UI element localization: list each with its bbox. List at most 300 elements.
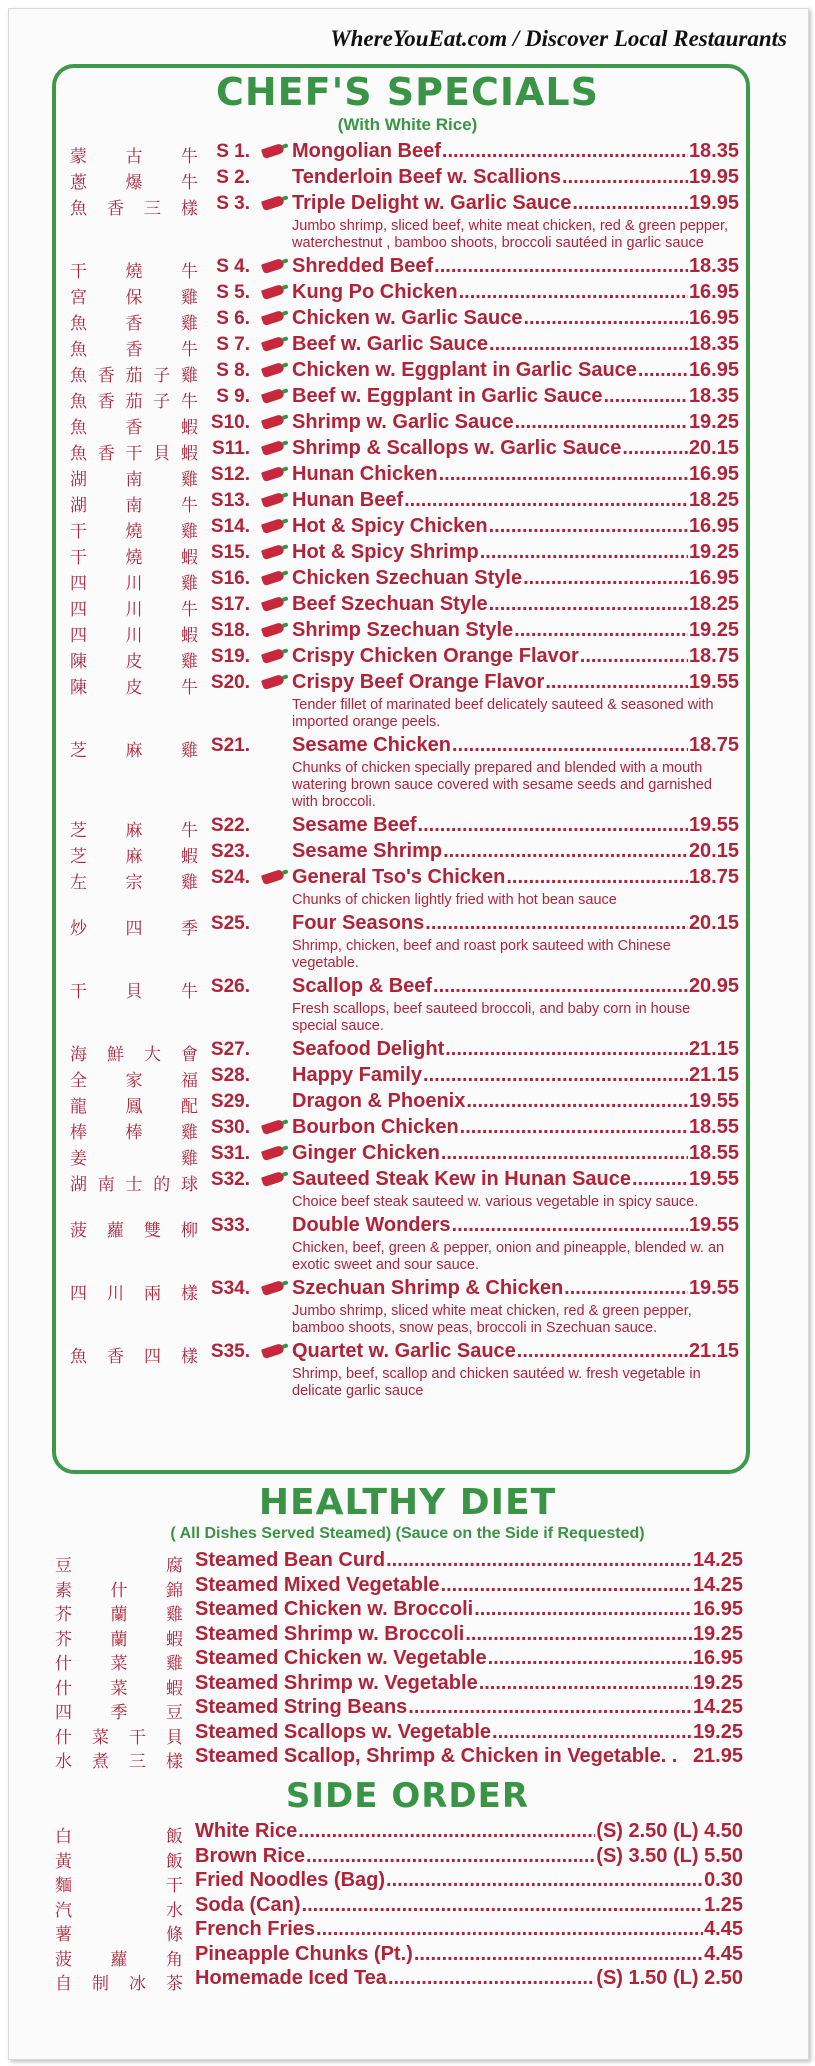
- dish-name-line[interactable]: [195, 1745, 743, 1768]
- item-code: S26.: [210, 976, 250, 997]
- dot-leader: [622, 437, 688, 460]
- dish-price: 1.25: [704, 1893, 743, 1916]
- dish-name: Seafood Delight: [292, 1038, 445, 1060]
- menu-item: [0, 1038, 815, 1064]
- hot-pepper-icon: [261, 544, 285, 560]
- item-code: S 8.: [216, 360, 250, 381]
- dish-name: Pineapple Chunks (Pt.): [195, 1942, 413, 1965]
- menu-item-row: [0, 975, 815, 1001]
- menu-item-row: [0, 385, 815, 411]
- item-code: S30.: [210, 1117, 250, 1138]
- dish-name-line[interactable]: [195, 1574, 743, 1597]
- dish-price: 21.15: [688, 1340, 739, 1362]
- dot-leader: [523, 307, 687, 330]
- menu-item-row: [0, 1943, 815, 1968]
- chinese-name: 棒 棒 雞: [70, 1123, 198, 1143]
- hot-pepper-icon: [261, 143, 285, 159]
- chinese-name: 四 川 牛: [70, 600, 198, 620]
- dish-price: 16.95: [688, 359, 739, 381]
- dish-name-line[interactable]: [195, 1696, 743, 1719]
- dish-name-line[interactable]: [292, 567, 739, 590]
- dot-leader: [414, 1943, 703, 1966]
- chinese-name: 菠 蘿 雙 柳: [70, 1221, 198, 1241]
- menu-item-row: [0, 192, 815, 218]
- dot-leader: [433, 975, 688, 998]
- hot-pepper-icon: [261, 414, 285, 430]
- hot-pepper-icon: [261, 195, 285, 211]
- chefs-specials-title: CHEF'S SPECIALS: [215, 70, 600, 114]
- chefs-specials-subtitle: (With White Rice): [337, 115, 478, 134]
- menu-item-row: [0, 734, 815, 760]
- dish-name: Shrimp Szechuan Style: [292, 619, 514, 641]
- dish-name-line[interactable]: [195, 1549, 743, 1572]
- dish-name: Dragon & Phoenix: [292, 1090, 466, 1112]
- dish-price: 18.25: [688, 489, 739, 511]
- dish-price: 16.95: [688, 515, 739, 537]
- chefs-specials-list: [0, 140, 815, 1403]
- chinese-name: 麵 干: [55, 1876, 183, 1896]
- dish-price: 21.15: [688, 1038, 739, 1060]
- menu-item-row: [0, 1142, 815, 1168]
- dish-price: 19.95: [688, 192, 739, 214]
- dish-name: Mongolian Beef: [292, 140, 441, 162]
- dish-name: Ginger Chicken: [292, 1142, 440, 1164]
- hot-pepper-icon: [261, 284, 285, 300]
- menu-item-row: [0, 281, 815, 307]
- dish-name: Crispy Chicken Orange Flavor: [292, 645, 579, 667]
- dish-name-line[interactable]: [292, 671, 739, 694]
- dish-price: 18.75: [688, 866, 739, 888]
- item-code: S12.: [210, 464, 250, 485]
- dot-leader: [442, 140, 688, 163]
- chinese-name: 菠 蘿 角: [55, 1949, 183, 1970]
- dish-name-line[interactable]: [292, 385, 739, 408]
- chinese-name: 魚 香 干 貝 蝦: [70, 444, 198, 464]
- item-code: S25.: [210, 913, 250, 934]
- menu-item-row: [0, 1277, 815, 1303]
- healthy-diet-list: [0, 1549, 815, 1770]
- chinese-name: 魚 香 雞: [70, 314, 198, 334]
- dish-price: 18.55: [688, 1116, 739, 1138]
- menu-item-row: [0, 645, 815, 671]
- dish-name: Brown Rice: [195, 1844, 306, 1867]
- item-code: S 2.: [216, 167, 250, 188]
- hot-pepper-icon: [261, 570, 285, 586]
- dot-leader: [465, 1623, 692, 1646]
- dish-name-line[interactable]: [195, 1647, 743, 1670]
- dish-price: 16.95: [692, 1598, 743, 1620]
- dot-leader: [572, 192, 688, 215]
- dish-price: 19.55: [688, 1168, 739, 1190]
- dish-price: 14.25: [692, 1696, 743, 1718]
- dish-name-line[interactable]: [292, 437, 739, 460]
- chinese-name: 干 燒 蝦: [70, 548, 198, 568]
- dish-name: Beef w. Eggplant in Garlic Sauce: [292, 385, 603, 407]
- dot-leader: [443, 840, 688, 863]
- dot-leader: [425, 912, 688, 935]
- dish-name: Steamed String Beans: [195, 1696, 408, 1718]
- dish-name-line[interactable]: [292, 814, 739, 837]
- menu-item: [0, 1340, 815, 1403]
- chinese-name: 四 季 豆: [55, 1703, 183, 1723]
- dish-name-line[interactable]: [292, 840, 739, 863]
- menu-item-row: [0, 140, 815, 166]
- dish-name-line[interactable]: [195, 1894, 743, 1917]
- hot-pepper-icon: [261, 622, 285, 638]
- dish-name: Steamed Shrimp w. Vegetable: [195, 1671, 478, 1694]
- dish-price: 19.55: [688, 1214, 739, 1236]
- menu-item-row: [0, 489, 815, 515]
- dish-name: Chicken w. Eggplant in Garlic Sauce: [292, 359, 637, 381]
- chinese-name: 魚 香 三 樣: [70, 199, 198, 219]
- chinese-name: 豆 腐: [55, 1556, 183, 1576]
- dish-name-line[interactable]: [292, 463, 739, 486]
- chinese-name: 海 鮮 大 會: [70, 1045, 198, 1065]
- item-code: S 4.: [216, 256, 250, 277]
- menu-item: [0, 333, 815, 359]
- dish-name-line[interactable]: [292, 619, 739, 642]
- dot-leader: [479, 1672, 692, 1695]
- menu-item-row: [0, 1918, 815, 1943]
- menu-item-row: [0, 307, 815, 333]
- chinese-name: 干 貝 牛: [70, 982, 198, 1002]
- menu-item: [0, 1064, 815, 1090]
- item-description: Jumbo shrimp, sliced beef, white meat chicken, red & green pepper, waterchestnut , bamboo shoots, broccoli sautéed in garlic sauce: [292, 218, 729, 251]
- dish-name-line[interactable]: [292, 1090, 739, 1113]
- dish-name: General Tso's Chicken: [292, 866, 506, 888]
- dish-name: Steamed Chicken w. Broccoli: [195, 1598, 474, 1620]
- dish-name-line[interactable]: [292, 1116, 739, 1139]
- dish-price: 0.30: [704, 1869, 743, 1891]
- dish-price: 16.95: [688, 281, 739, 303]
- healthy-diet-subtitle: ( All Dishes Served Steamed) (Sauce on the Side if Requested): [170, 1525, 645, 1542]
- dish-name: Sesame Shrimp: [292, 840, 443, 862]
- dot-leader: [386, 1869, 703, 1892]
- dot-leader: [489, 593, 688, 616]
- item-description: Shrimp, beef, scallop and chicken sautéed w. fresh vegetable in delicate garlic sauce: [292, 1366, 701, 1399]
- dish-price: 18.55: [688, 1142, 739, 1164]
- dish-name: Steamed Shrimp w. Broccoli: [195, 1622, 465, 1645]
- chinese-name: 龍 鳳 配: [70, 1097, 198, 1117]
- dot-leader: [441, 1574, 692, 1597]
- dish-price: 21.95: [692, 1745, 743, 1767]
- menu-item: [0, 1277, 815, 1340]
- dish-name: Happy Family: [292, 1064, 423, 1086]
- dish-name: Four Seasons: [292, 912, 425, 934]
- site-banner[interactable]: WhereYouEat.com / Discover Local Restaurants: [330, 26, 787, 51]
- item-code: S 9.: [216, 386, 250, 407]
- dish-price: (S) 2.50 (L) 4.50: [596, 1820, 743, 1842]
- chinese-name: 魚 香 茄 子 雞: [70, 366, 198, 386]
- menu-item-row: [0, 671, 815, 697]
- dish-name-line[interactable]: [292, 866, 739, 889]
- item-code: S14.: [210, 516, 250, 537]
- item-code: S 6.: [216, 308, 250, 329]
- item-code: S21.: [210, 735, 250, 756]
- side-order-title: SIDE ORDER: [285, 1776, 530, 1816]
- dot-leader: [423, 1064, 688, 1087]
- menu-item-row: [0, 1214, 815, 1240]
- menu-item-row: [0, 1064, 815, 1090]
- dish-name-line[interactable]: [292, 541, 739, 564]
- dish-name-line[interactable]: [292, 1277, 739, 1300]
- menu-item-row: [0, 866, 815, 892]
- dish-price: 4.45: [704, 1918, 743, 1940]
- menu-item-row: [0, 255, 815, 281]
- menu-item-row: [0, 1549, 815, 1574]
- item-description: Chicken, beef, green & pepper, onion and pineapple, blended w. an exotic sweet and sour sauce.: [292, 1240, 725, 1273]
- item-description: Fresh scallops, beef sauteed broccoli, and baby corn in house special sauce.: [292, 1001, 691, 1034]
- chinese-name: 芥 蘭 雞: [55, 1605, 183, 1625]
- dish-price: 14.25: [692, 1573, 743, 1596]
- dot-leader: [452, 734, 688, 757]
- menu-item-row: [0, 1745, 815, 1770]
- hot-pepper-icon: [261, 336, 285, 352]
- menu-item-row: [0, 840, 815, 866]
- menu-item-row: [0, 515, 815, 541]
- hot-pepper-icon: [261, 1171, 285, 1187]
- dish-name-line[interactable]: [195, 1845, 743, 1868]
- menu-item-row: [0, 1168, 815, 1194]
- item-code: S17.: [210, 594, 250, 615]
- chinese-name: 湖 南 士 的 球: [70, 1175, 198, 1195]
- dot-leader: [562, 166, 688, 189]
- dot-leader: [445, 1038, 688, 1061]
- dot-leader: [514, 619, 688, 642]
- chinese-name: 芝 麻 蝦: [70, 847, 198, 867]
- dish-price: 20.95: [688, 975, 739, 997]
- dish-name-line[interactable]: [292, 140, 739, 163]
- chinese-name: 蔥 爆 牛: [70, 173, 198, 193]
- dish-name: Kung Po Chicken: [292, 281, 458, 303]
- dish-price: 18.75: [688, 734, 739, 756]
- chinese-name: 宮 保 雞: [70, 288, 198, 308]
- dish-price: 16.95: [688, 463, 739, 485]
- dot-leader: [564, 1277, 688, 1300]
- dish-name-line[interactable]: [292, 411, 739, 434]
- item-code: S 7.: [216, 334, 250, 355]
- dot-leader: [434, 255, 688, 278]
- menu-item-row: [0, 411, 815, 437]
- dish-price: (S) 3.50 (L) 5.50: [596, 1844, 743, 1867]
- item-code: S13.: [210, 490, 250, 511]
- menu-item: [0, 140, 815, 166]
- chinese-name: 薯 條: [55, 1925, 183, 1945]
- item-code: S20.: [210, 672, 250, 693]
- dish-name-line[interactable]: [292, 333, 739, 356]
- dish-name-line[interactable]: [292, 645, 739, 668]
- hot-pepper-icon: [261, 674, 285, 690]
- dish-price: 20.15: [688, 912, 739, 934]
- dot-leader: [466, 1090, 688, 1113]
- menu-item: [0, 840, 815, 866]
- side-order-list: [0, 1820, 815, 1992]
- chinese-name: 魚 香 牛: [70, 340, 198, 360]
- dish-name: Hot & Spicy Chicken: [292, 515, 488, 537]
- hot-pepper-icon: [261, 310, 285, 326]
- menu-item-row: [0, 1623, 815, 1648]
- chinese-name: 炒 四 季: [70, 919, 198, 939]
- item-code: S27.: [210, 1039, 250, 1060]
- dish-name-line[interactable]: [195, 1623, 743, 1646]
- dish-name-line[interactable]: [195, 1943, 743, 1966]
- dish-name: Quartet w. Garlic Sauce: [292, 1340, 516, 1362]
- hot-pepper-icon: [261, 492, 285, 508]
- menu-item: [0, 489, 815, 515]
- menu-item-row: [0, 1845, 815, 1870]
- dish-name-line[interactable]: [292, 1142, 739, 1165]
- item-description: Jumbo shrimp, sliced white meat chicken, red & green pepper, bamboo shoots, snow peas, broccoli in Szechuan sauce.: [292, 1303, 692, 1336]
- menu-item: [0, 1090, 815, 1116]
- dot-leader: [388, 1967, 595, 1990]
- menu-item-row: [0, 814, 815, 840]
- menu-item-row: [0, 1090, 815, 1116]
- hot-pepper-icon: [261, 596, 285, 612]
- item-code: S28.: [210, 1065, 250, 1086]
- menu-item-row: [0, 593, 815, 619]
- dish-name: Sesame Beef: [292, 814, 417, 836]
- menu-item: [0, 385, 815, 411]
- dish-price: (S) 1.50 (L) 2.50: [596, 1967, 743, 1989]
- dish-name-line[interactable]: [292, 166, 739, 189]
- hot-pepper-icon: [261, 1280, 285, 1296]
- dish-name-line[interactable]: [292, 359, 739, 382]
- dish-price: 19.55: [688, 1277, 739, 1299]
- hot-pepper-icon: [261, 518, 285, 534]
- chinese-name: 白 飯: [55, 1827, 183, 1847]
- dish-price: 19.55: [688, 1090, 739, 1112]
- dish-name: Steamed Scallop, Shrimp & Chicken in Vegetable. .: [195, 1745, 678, 1767]
- chinese-name: 素 什 錦: [55, 1580, 183, 1601]
- dish-price: 19.25: [692, 1622, 743, 1645]
- dish-price: 18.35: [688, 333, 739, 355]
- dish-name-line[interactable]: [292, 1168, 739, 1191]
- dish-price: 18.35: [688, 255, 739, 277]
- dot-leader: [517, 1340, 688, 1363]
- menu-item: [0, 1116, 815, 1142]
- chinese-name: 魚 香 四 樣: [70, 1347, 198, 1367]
- dish-name: Steamed Chicken w. Vegetable: [195, 1647, 487, 1669]
- dot-leader: [306, 1845, 595, 1868]
- dish-name-line[interactable]: [292, 1064, 739, 1087]
- dish-price: 21.15: [688, 1064, 739, 1086]
- dish-name-line[interactable]: [292, 515, 739, 538]
- dish-name: Steamed Mixed Vegetable: [195, 1573, 440, 1596]
- menu-item: [0, 255, 815, 281]
- dish-name-line[interactable]: [292, 1038, 739, 1061]
- item-code: S 5.: [216, 282, 250, 303]
- menu-item: [0, 645, 815, 671]
- menu-item-row: [0, 1967, 815, 1992]
- chinese-name: 水 煮 三 樣: [55, 1752, 183, 1772]
- dish-name: Shrimp w. Garlic Sauce: [292, 411, 514, 433]
- dish-price: 18.25: [688, 593, 739, 615]
- hot-pepper-icon: [261, 388, 285, 404]
- dish-name-line[interactable]: [292, 734, 739, 757]
- chinese-name: 陳 皮 牛: [70, 678, 198, 698]
- menu-item-row: [0, 166, 815, 192]
- menu-item: [0, 515, 815, 541]
- dot-leader: [302, 1894, 704, 1917]
- dot-leader: [418, 814, 688, 837]
- dish-name-line[interactable]: [292, 307, 739, 330]
- dish-name-line[interactable]: [292, 593, 739, 616]
- dish-price: 18.75: [688, 645, 739, 667]
- dish-price: 19.25: [692, 1671, 743, 1694]
- dish-price: 16.95: [692, 1647, 743, 1669]
- hot-pepper-icon: [261, 440, 285, 456]
- menu-item-row: [0, 1672, 815, 1697]
- item-code: S 1.: [216, 141, 250, 162]
- menu-item: [0, 307, 815, 333]
- dish-name: Soda (Can): [195, 1893, 301, 1916]
- dish-name-line[interactable]: [292, 1214, 739, 1237]
- item-code: S19.: [210, 646, 250, 667]
- dish-price: 19.95: [688, 166, 739, 188]
- dish-name-line[interactable]: [292, 192, 739, 215]
- chinese-name: 什 菜 蝦: [55, 1678, 183, 1699]
- dish-name-line[interactable]: [195, 1598, 743, 1621]
- dot-leader: [316, 1918, 703, 1941]
- menu-item-row: [0, 1038, 815, 1064]
- dish-name-line[interactable]: [292, 489, 739, 512]
- dot-leader: [523, 567, 688, 590]
- dot-leader: [545, 671, 688, 694]
- dish-name: Steamed Bean Curd: [195, 1549, 386, 1571]
- menu-item-row: [0, 912, 815, 938]
- chinese-name: 湖 南 牛: [70, 496, 198, 516]
- menu-item-row: [0, 541, 815, 567]
- dot-leader: [408, 1696, 692, 1719]
- dot-leader: [404, 489, 688, 512]
- dish-name: Crispy Beef Orange Flavor: [292, 671, 545, 693]
- dish-name-line[interactable]: [292, 912, 739, 935]
- dish-name-line[interactable]: [195, 1721, 743, 1744]
- dish-name-line[interactable]: [292, 255, 739, 278]
- dot-leader: [489, 515, 688, 538]
- dish-price: 19.25: [688, 619, 739, 641]
- dish-name: Beef Szechuan Style: [292, 593, 488, 615]
- menu-item-row: [0, 1647, 815, 1672]
- dish-name-line[interactable]: [195, 1672, 743, 1695]
- dish-name: Steamed Scallops w. Vegetable: [195, 1720, 492, 1743]
- dish-name-line[interactable]: [292, 975, 739, 998]
- chinese-name: 自 制 冰 茶: [55, 1974, 183, 1994]
- dot-leader: [386, 1549, 692, 1572]
- menu-item: [0, 567, 815, 593]
- dish-name-line[interactable]: [195, 1918, 743, 1941]
- dish-name-line[interactable]: [195, 1820, 743, 1843]
- dish-name-line[interactable]: [195, 1869, 743, 1892]
- menu-item: [0, 411, 815, 437]
- hot-pepper-icon: [261, 1119, 285, 1135]
- dish-name: Bourbon Chicken: [292, 1116, 459, 1138]
- dish-name-line[interactable]: [195, 1967, 743, 1990]
- dish-name-line[interactable]: [292, 281, 739, 304]
- menu-item-row: [0, 1721, 815, 1746]
- dot-leader: [492, 1721, 692, 1744]
- dish-name: Hunan Beef: [292, 489, 404, 511]
- dish-price: 19.25: [688, 411, 739, 433]
- menu-item: [0, 281, 815, 307]
- menu-item-row: [0, 463, 815, 489]
- menu-item: [0, 1142, 815, 1168]
- dish-price: 18.35: [688, 385, 739, 407]
- item-code: S32.: [210, 1169, 250, 1190]
- dish-name-line[interactable]: [292, 1340, 739, 1363]
- chinese-name: 汽 水: [55, 1900, 183, 1921]
- hot-pepper-icon: [261, 362, 285, 378]
